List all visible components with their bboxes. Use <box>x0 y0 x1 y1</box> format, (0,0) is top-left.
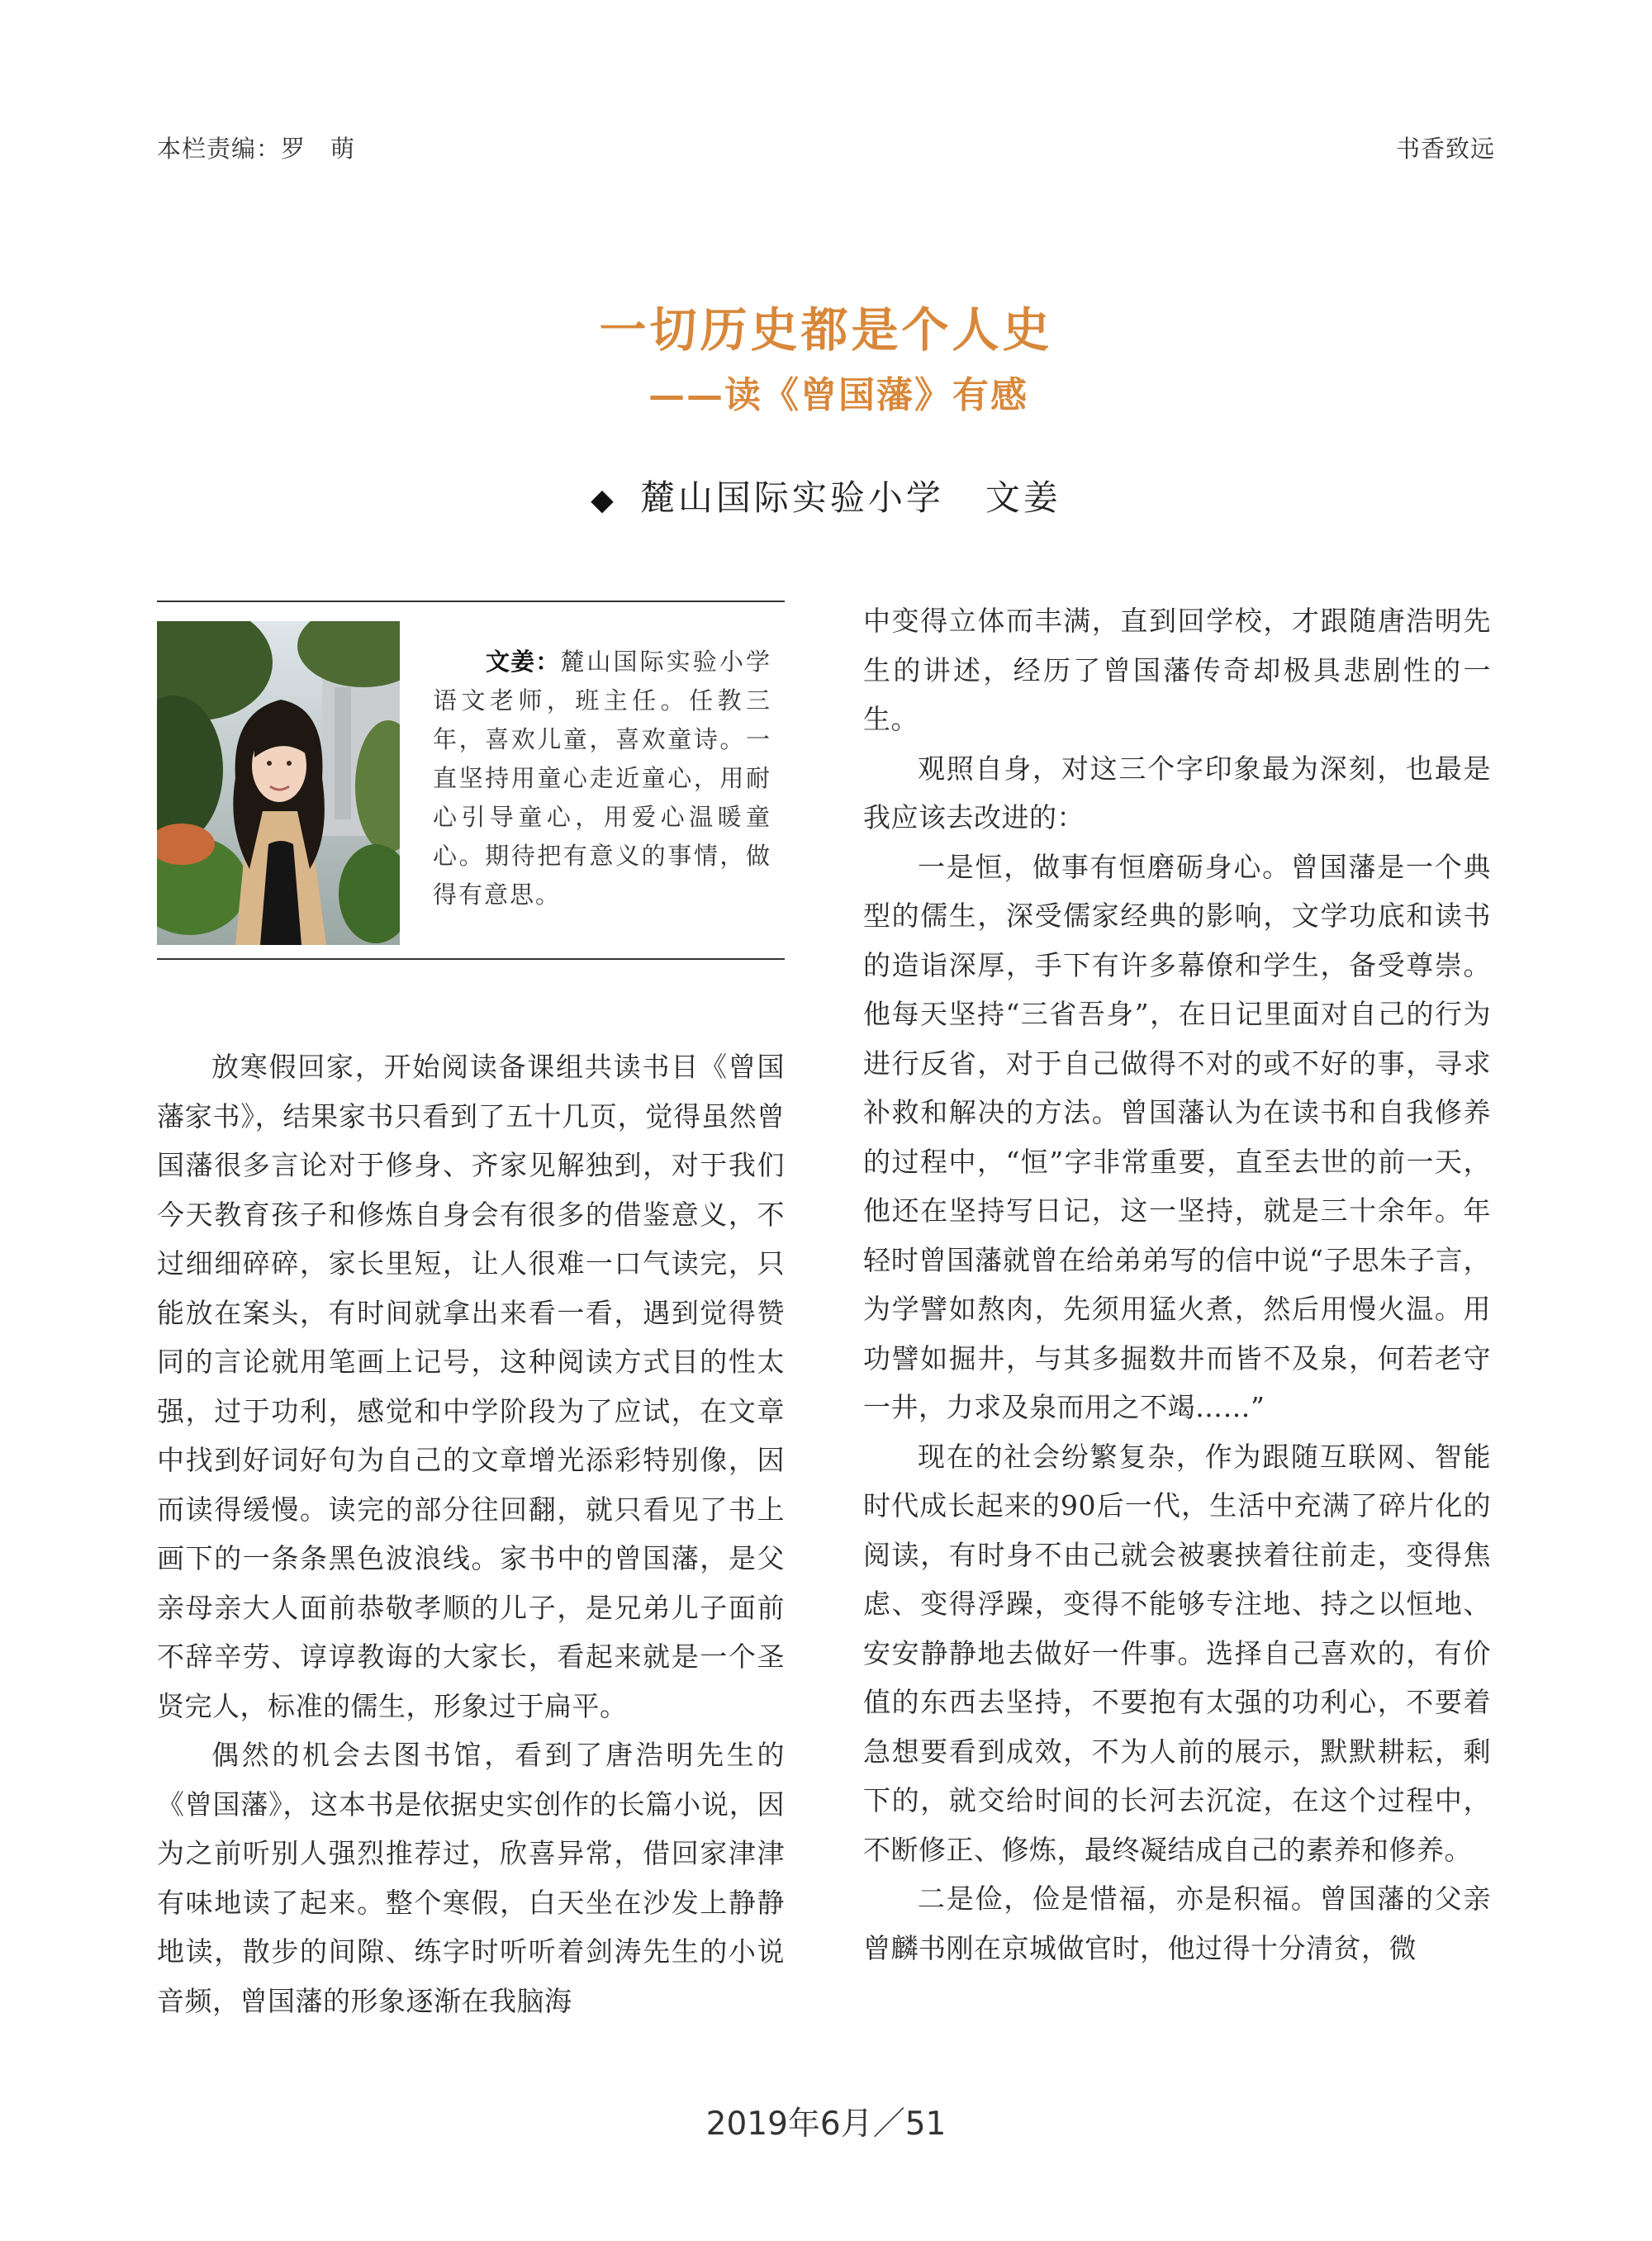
bio-name: 文姜： <box>486 648 561 676</box>
bio-description: 麓山国际实验小学语文老师，班主任。任教三年，喜欢儿童，喜欢童诗。一直坚持用童心走近童心，用耐心引导童心，用爱心温暖童心。期待把有意义的事情，做得有意思。 <box>433 648 771 909</box>
paragraph: 放寒假回家，开始阅读备课组共读书目《曾国藩家书》，结果家书只看到了五十几页，觉得虽然曾国藩很多言论对于修身、齐家见解独到，对于我们今天教育孩子和修炼自身会有很多的借鉴意义，不过细细碎碎，家长里短，让人很难一口气读完，只能放在案头，有时间就拿出来看一看，遇到觉得赞同的言论就用笔画上记号，这种阅读方式目的性太强，过于功利，感觉和中学阶段为了应试，在文章中找到好词好句为自己的文章增光添彩特别像，因而读得缓慢。读完的部分往回翻，就只看见了书上画下的一条条黑色波浪线。家书中的曾国藩，是父亲母亲大人面前恭敬孝顺的儿子，是兄弟儿子面前不辞辛劳、谆谆教诲的大家长，看起来就是一个圣贤完人，标准的儒生，形象过于扁平。 <box>157 1051 785 1722</box>
paragraph: 偶然的机会去图书馆，看到了唐浩明先生的《曾国藩》，这本书是依据史实创作的长篇小说，因为之前听别人强烈推荐过，欣喜异常，借回家津津有味地读了起来。整个寒假，白天坐在沙发上静静地读，散步的间隙、练字时听听着剑涛先生的小说音频，曾国藩的形象逐渐在我脑海 <box>157 1739 785 2017</box>
paragraph-continuation: 中变得立体而丰满，直到回学校，才跟随唐浩明先生的讲述，经历了曾国藩传奇却极具悲剧性的一生。 <box>863 605 1491 735</box>
paragraph: 二是俭，俭是惜福，亦是积福。曾国藩的父亲曾麟书刚在京城做官时，他过得十分清贫，微 <box>863 1883 1491 1964</box>
bio-top-divider <box>157 601 785 602</box>
author-bio <box>433 643 771 914</box>
paragraph: 观照自身，对这三个字印象最为深刻，也最是我应该去改进的： <box>863 752 1491 833</box>
paragraph: 现在的社会纷繁复杂，作为跟随互联网、智能时代成长起来的90后一代，生活中充满了碎片化的阅读，有时身不由己就会被裹挟着往前走，变得焦虑、变得浮躁，变得不能够专注地、持之以恒地、安安静静地去做好一件事。选择自己喜欢的，有价值的东西去坚持，不要抱有太强的功利心，不要着急想要看到成效，不为人前的展示，默默耕耘，剩下的，就交给时间的长河去沉淀，在这个过程中，不断修正、修炼，最终凝结成自己的素养和修养。 <box>863 1440 1491 1866</box>
bio-bottom-divider <box>157 958 785 960</box>
diamond-icon: ◆ <box>591 483 617 517</box>
author-name: 文姜 <box>985 477 1061 518</box>
page-footer: 2019年6月／51 <box>705 2106 947 2143</box>
author-photo <box>157 621 400 945</box>
article-subtitle: ——读《曾国藩》有感 <box>648 374 1028 416</box>
editor-credit: 本栏责编：罗 萌 <box>157 135 356 163</box>
left-column <box>157 1042 785 2025</box>
article-title: 一切历史都是个人史 <box>599 302 1053 358</box>
right-column <box>863 596 1491 1973</box>
section-name: 书香致远 <box>1395 135 1495 163</box>
author-school: 麓山国际实验小学 <box>639 477 944 518</box>
byline <box>0 471 1652 520</box>
title-block <box>0 297 1652 425</box>
paragraph: 一是恒，做事有恒磨砺身心。曾国藩是一个典型的儒生，深受儒家经典的影响，文学功底和读书的造诣深厚，手下有许多幕僚和学生，备受尊崇。他每天坚持“三省吾身”，在日记里面对自己的行为进行反省，对于自己做得不对的或不好的事，寻求补救和解决的方法。曾国藩认为在读书和自我修养的过程中，“恒”字非常重要，直至去世的前一天，他还在坚持写日记，这一坚持，就是三十余年。年轻时曾国藩就曾在给弟弟写的信中说“子思朱子言，为学譬如熬肉，先须用猛火煮，然后用慢火温。用功譬如掘井，与其多掘数井而皆不及泉，何若老守一井，力求及泉而用之不竭……” <box>863 850 1491 1423</box>
